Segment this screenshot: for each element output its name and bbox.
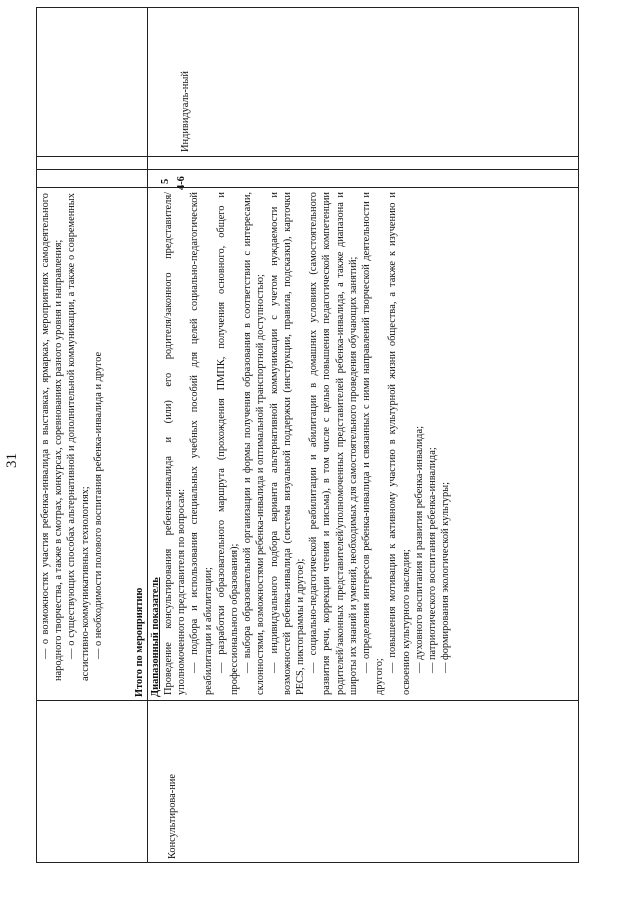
page-number: 31 (4, 453, 20, 468)
list-item: — повышения мотивации к активному участию в культурной жизни общества, а также к изучению и освоению культурного наследия; (387, 192, 412, 695)
top-items (39, 193, 105, 681)
value-column (36, 170, 579, 188)
col-divider (36, 700, 579, 701)
list-item: — определения интересов ребенка-инвалида и связанных с ними направлений творческой деятельности и другого; (361, 192, 386, 695)
list-item: — патриотического воспитания ребенка-инвалида; (427, 447, 439, 673)
row-divider (147, 7, 148, 863)
list-item: — социально-педагогической реабилитации и абилитации в домашних условиях (самостоятельного развития речи, коррекции чтения и письма), в том числе с целью повышения педагогической компетенции родителей/законных представителей/уполномоченных представителей ребенка-инвалида, а также диапазона и широты их знаний и умений, необходимых для самостоятельного проведения обучающих занятий; (308, 192, 359, 695)
table-border-bottom (578, 7, 579, 863)
list-item: — о существующих способах альтернативной и дополнительной коммуникации, а также о современных ассистивно-коммуникативных технологиях; (66, 193, 91, 681)
total-value: 5 (160, 178, 171, 184)
consulting-intro: Проведение консультирования ребенка-инвалида и (или) его родителя/законного представителя/уполномоченного представителя по вопросам: (163, 192, 188, 695)
table-border-top (36, 7, 37, 863)
service-name: Консультирова-ние (167, 774, 178, 859)
col-divider (36, 156, 579, 157)
list-item: — подбора и использования специальных учебных пособий для целей социально-педагогической реабилитации и абилитации; (189, 192, 214, 695)
total-label: Итого по мероприятию (134, 587, 145, 697)
table-border-left (36, 862, 579, 863)
list-item: — о возможностях участия ребенка-инвалида в выставках, ярмарках, мероприятиях самодеятельного народного творчества, а также в смотрах, конкурсах, соревнованиях разного уровня и направления; (40, 193, 65, 681)
consulting-description (162, 192, 452, 695)
list-item: — о необходимости полового воспитания ребенка-инвалида и другое (92, 351, 104, 659)
list-item: — разработки образовательного маршрута (прохождения ПМПК, получения основного, общего и профессионального образования); (215, 192, 241, 695)
service-type: Индивидуаль-ный (180, 71, 191, 152)
list-item: — выбора образовательной организации и формы получения образования в соответствии с интересами, склонностями, возможностями ребенка-инвалида и оптимальной транспортной доступностью; (242, 192, 267, 695)
list-item: — индивидуального подбора варианта альтернативной коммуникации с учетом нуждаемости и возможностей ребенка-инвалида (система визуальной поддержки (инструкции, правила, подсказки), карточки PECS, пиктограммы и другое); (268, 192, 307, 695)
list-item: — формирования экологической культуры; (440, 481, 452, 673)
table-border-right (36, 7, 579, 8)
services-table (36, 7, 579, 863)
range-label: Диапазонный показатель (150, 577, 161, 697)
list-item: — духовного воспитания и развития ребенка-инвалида; (413, 426, 425, 673)
range-value: 4-6 (176, 176, 187, 190)
